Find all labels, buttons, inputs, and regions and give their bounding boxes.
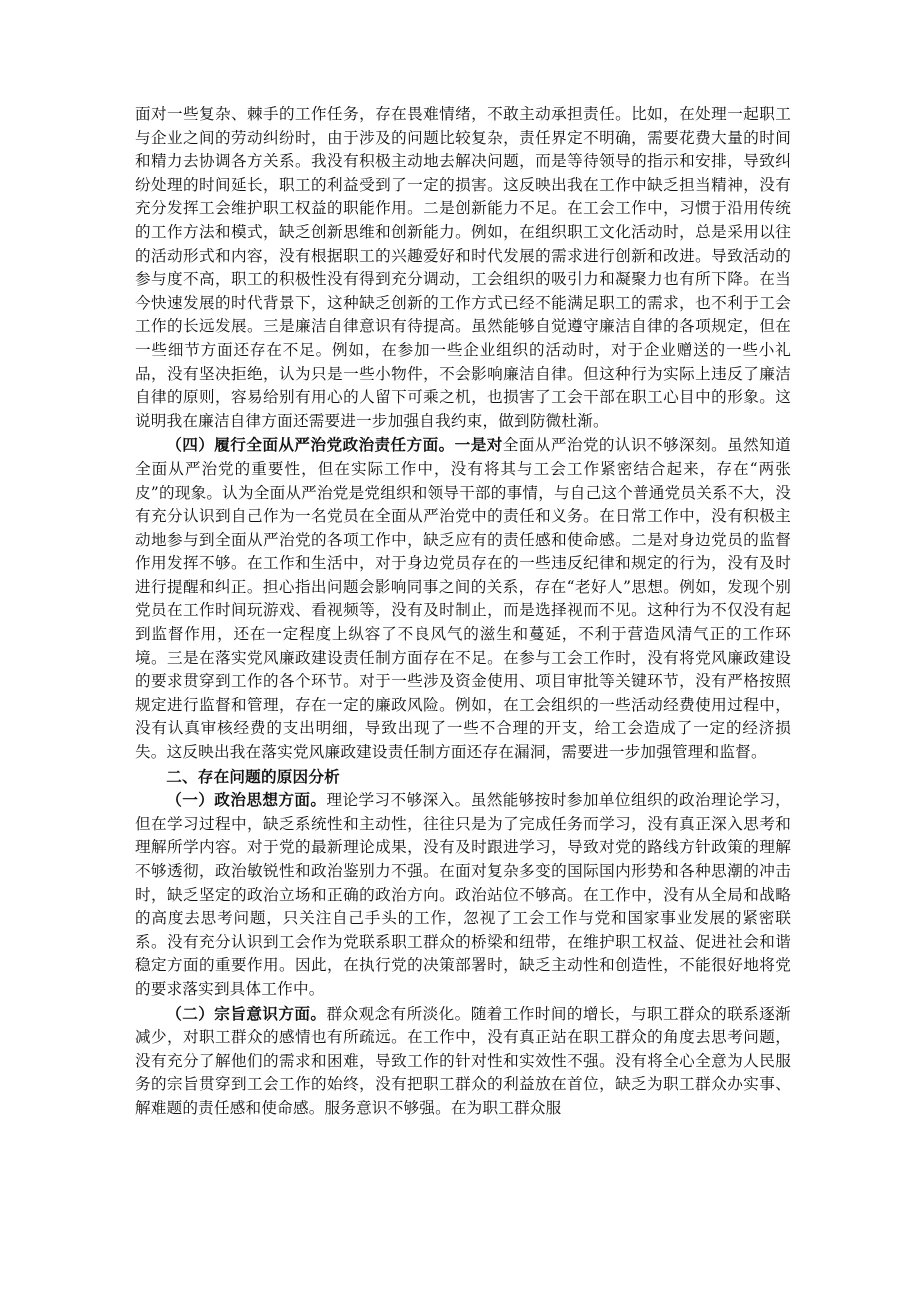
purpose-awareness-heading: （二）宗旨意识方面。 bbox=[166, 1003, 327, 1023]
political-thought-heading: （一）政治思想方面。 bbox=[166, 790, 327, 810]
paragraph-purpose-awareness bbox=[135, 1002, 791, 1121]
section-four-heading: （四）履行全面从严治党政治责任方面。一是对 bbox=[166, 435, 503, 455]
paragraph-political-thought bbox=[135, 788, 791, 1001]
purpose-awareness-body: 群众观念有所淡化。随着工作时间的增长，与职工群众的联系逐渐减少，对职工群众的感情也有所疏远。在工作中，没有真正站在职工群众的角度去思考问题，没有充分了解他们的需求和困难，导致工作的针对性和实效性不强。没有将全心全意为人民服务的宗旨贯穿到工会工作的始终，没有把职工群众的利益放在首位，缺乏为职工群众办实事、解难题的责任感和使命感。服务意识不够强。在为职工群众服 bbox=[135, 1004, 791, 1117]
paragraph-continuation: 面对一些复杂、棘手的工作任务，存在畏难情绪，不敢主动承担责任。比如，在处理一起职工与企业之间的劳动纠纷时，由于涉及的问题比较复杂，责任界定不明确，需要花费大量的时间和精力去协调各方关系。我没有积极主动地去解决问题，而是等待领导的指示和安排，导致纠纷处理的时间延长，职工的利益受到了一定的损害。这反映出我在工作中缺乏担当精神，没有充分发挥工会维护职工权益的职能作用。二是创新能力不足。在工会工作中，习惯于沿用传统的工作方法和模式，缺乏创新思维和创新能力。例如，在组织职工文化活动时，总是采用以往的活动形式和内容，没有根据职工的兴趣爱好和时代发展的需求进行创新和改进。导致活动的参与度不高，职工的积极性没有得到充分调动，工会组织的吸引力和凝聚力也有所下降。在当今快速发展的时代背景下，这种缺乏创新的工作方式已经不能满足职工的需求，也不利于工会工作的长远发展。三是廉洁自律意识有待提高。虽然能够自觉遵守廉洁自律的各项规定，但在一些细节方面还存在不足。例如，在参加一些企业组织的活动时，对于企业赠送的一些小礼品，没有坚决拒绝，认为只是一些小物件，不会影响廉洁自律。但这种行为实际上违反了廉洁自律的原则，容易给别有用心的人留下可乘之机，也损害了工会干部在职工心目中的形象。这说明我在廉洁自律方面还需要进一步加强自我约束，做到防微杜渐。 bbox=[135, 105, 791, 430]
paragraph-section-four bbox=[135, 433, 791, 764]
political-thought-body: 理论学习不够深入。虽然能够按时参加单位组织的政治理论学习，但在学习过程中，缺乏系统性和主动性，往往只是为了完成任务而学习，没有真正深入思考和理解所学内容。对于党的最新理论成果，没有及时跟进学习，导致对党的路线方针政策的理解不够透彻，政治敏锐性和政治鉴别力不强。在面对复杂多变的国际国内形势和各种思潮的冲击时，缺乏坚定的政治立场和正确的政治方向。政治站位不够高。在工作中，没有从全局和战略的高度去思考问题，只关注自己手头的工作，忽视了工会工作与党和国家事业发展的紧密联系。没有充分认识到工会作为党联系职工群众的桥梁和纽带，在维护职工权益、促进社会和谐稳定方面的重要作用。因此，在执行党的决策部署时，缺乏主动性和创造性，不能很好地将党的要求落实到具体工作中。 bbox=[135, 791, 791, 998]
document-page bbox=[135, 103, 791, 1121]
section-two-title: 二、存在问题的原因分析 bbox=[166, 766, 340, 786]
section-four-body: 全面从严治党的认识不够深刻。虽然知道全面从严治党的重要性，但在实际工作中，没有将其与工会工作紧密结合起来，存在“两张皮”的现象。认为全面从严治党是党组织和领导干部的事情，与自己这个普通党员关系不大，没有充分认识到自己作为一名党员在全面从严治党中的责任和义务。在日常工作中，没有积极主动地参与到全面从严治党的各项工作中，缺乏应有的责任感和使命感。二是对身边党员的监督作用发挥不够。在工作和生活中，对于身边党员存在的一些违反纪律和规定的行为，没有及时进行提醒和纠正。担心指出问题会影响同事之间的关系，存在“老好人”思想。例如，发现个别党员在工作时间玩游戏、看视频等，没有及时制止，而是选择视而不见。这种行为不仅没有起到监督作用，还在一定程度上纵容了不良风气的滋生和蔓延，不利于营造风清气正的工作环境。三是在落实党风廉政建设责任制方面存在不足。在参与工会工作时，没有将党风廉政建设的要求贯穿到工作的各个环节。对于一些涉及资金使用、项目审批等关键环节，没有严格按照规定进行监督和管理，存在一定的廉政风险。例如，在工会组织的一些活动经费使用过程中，没有认真审核经费的支出明细，导致出现了一些不合理的开支，给工会造成了一定的经济损失。这反映出我在落实党风廉政建设责任制方面还存在漏洞，需要进一步加强管理和监督。 bbox=[135, 436, 791, 762]
